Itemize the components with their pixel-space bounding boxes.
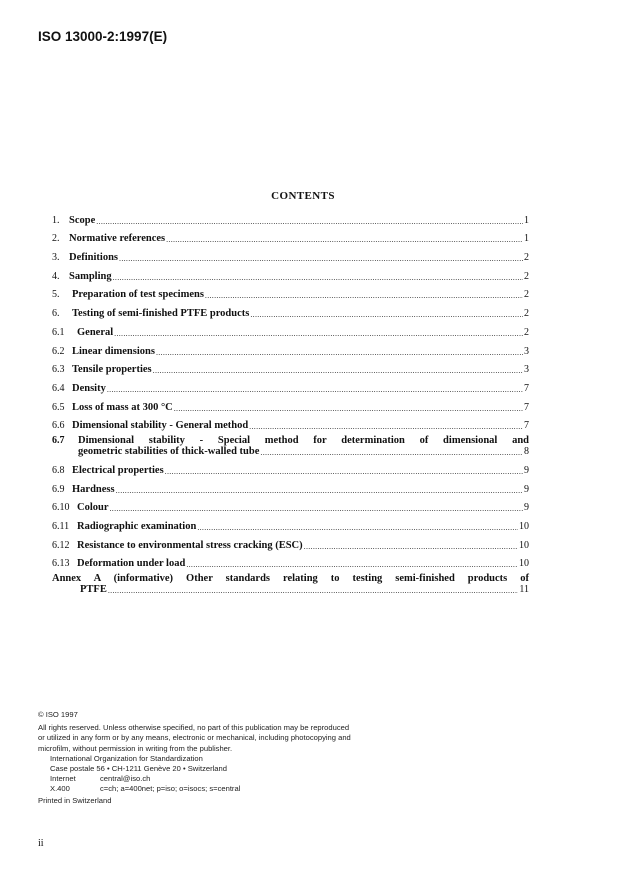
internet-label: Internet <box>50 774 76 784</box>
toc-entry-page: 9 <box>524 483 529 495</box>
toc-entry-label: Density <box>72 382 106 394</box>
dot-leader <box>250 310 523 319</box>
toc-entry-density[interactable] <box>52 375 529 394</box>
dot-leader <box>114 329 523 338</box>
toc-entry-number: 6.3 <box>52 364 65 376</box>
toc-entry-page: 2 <box>524 270 529 282</box>
toc-entry-number: 5. <box>52 289 60 301</box>
dot-leader <box>110 504 524 513</box>
toc-entry-page: 10 <box>519 539 529 551</box>
toc-entry-page: 3 <box>524 364 529 376</box>
toc-entry-label: Colour <box>77 502 109 514</box>
dot-leader <box>174 404 523 413</box>
toc-entry-dimensional-stability-special[interactable] <box>52 431 529 457</box>
toc-entry-page: 9 <box>524 502 529 514</box>
toc-entry-label: Linear dimensions <box>72 345 155 357</box>
document-id: ISO 13000-2:1997(E) <box>38 29 168 44</box>
toc-entry-number: 6.6 <box>52 420 65 432</box>
dot-leader <box>119 254 523 263</box>
page-number: ii <box>38 838 44 849</box>
toc-entry-number: 6.10 <box>52 502 70 514</box>
toc-entry-sampling[interactable] <box>52 263 529 282</box>
toc-entry-loss-of-mass[interactable] <box>52 394 529 413</box>
x400-contact <box>38 784 398 794</box>
dot-leader <box>107 385 523 394</box>
toc-entry-preparation-of-test-specimens[interactable] <box>52 282 529 301</box>
dot-leader <box>186 560 518 569</box>
toc-entry-number: 6.5 <box>52 401 65 413</box>
toc-entry-page: 1 <box>524 233 529 245</box>
toc-entry-page: 8 <box>524 446 529 458</box>
dot-leader <box>165 467 523 476</box>
toc-entry-number: 6.11 <box>52 521 70 532</box>
printed-in: Printed in Switzerland <box>38 795 112 805</box>
toc-entry-page: 2 <box>524 308 529 320</box>
toc-entry-label: General <box>77 326 114 338</box>
toc-entry-page: 3 <box>524 345 529 357</box>
toc-entry-dimensional-stability-general[interactable] <box>52 413 529 432</box>
toc-entry-annex-a[interactable] <box>52 569 529 595</box>
toc-entry-page: 10 <box>519 558 529 570</box>
toc-entry-label-line1: Dimensional stability - Special method for determination of dimensional and <box>78 435 529 447</box>
toc-entry-label: Normative references <box>69 233 166 245</box>
toc-entry-label: Sampling <box>69 270 112 282</box>
toc-entry-number: 6.9 <box>52 483 65 495</box>
dot-leader <box>153 366 523 375</box>
dot-leader <box>260 448 523 457</box>
toc-entry-label: Dimensional stability - General method <box>72 420 249 432</box>
toc-entry-label: Scope <box>69 214 96 226</box>
toc-entry-label-line2: PTFE <box>80 584 107 596</box>
toc-entry-number: 6. <box>52 308 60 320</box>
table-of-contents <box>52 207 529 595</box>
internet-value[interactable]: central@iso.ch <box>100 774 151 784</box>
toc-entry-page: 7 <box>524 401 529 413</box>
toc-entry-page: 1 <box>524 214 529 226</box>
x400-value: c=ch; a=400net; p=iso; o=isocs; s=central <box>100 784 241 794</box>
toc-entry-scope[interactable] <box>52 207 529 226</box>
toc-entry-testing-semi-finished-ptfe[interactable] <box>52 300 529 319</box>
toc-entry-deformation-under-load[interactable] <box>52 551 529 570</box>
toc-entry-number: 6.4 <box>52 382 65 394</box>
toc-entry-resistance-esc[interactable] <box>52 532 529 551</box>
dot-leader <box>156 348 523 357</box>
x400-label: X.400 <box>50 784 70 794</box>
copyright-notice <box>38 710 398 806</box>
toc-entry-hardness[interactable] <box>52 476 529 495</box>
dot-leader <box>205 291 523 300</box>
toc-entry-linear-dimensions[interactable] <box>52 338 529 357</box>
toc-entry-label: Loss of mass at 300 °C <box>72 401 173 413</box>
toc-entry-page: 9 <box>524 464 529 476</box>
dot-leader <box>166 235 523 244</box>
toc-entry-page: 2 <box>524 289 529 301</box>
dot-leader <box>116 486 523 495</box>
contents-title: CONTENTS <box>271 190 335 202</box>
toc-entry-page: 2 <box>524 252 529 264</box>
toc-entry-number: 6.2 <box>52 345 65 357</box>
dot-leader <box>249 422 523 431</box>
toc-entry-colour[interactable] <box>52 495 529 514</box>
toc-entry-number: 3. <box>52 252 60 264</box>
toc-entry-label: Tensile properties <box>72 364 152 376</box>
toc-entry-number: 6.13 <box>52 558 70 570</box>
toc-entry-radiographic-examination[interactable] <box>52 513 529 532</box>
toc-entry-label: Preparation of test specimens <box>72 289 204 301</box>
toc-entry-page: 7 <box>524 420 529 432</box>
internet-contact <box>38 774 398 784</box>
toc-entry-label: Definitions <box>69 252 119 264</box>
dot-leader <box>96 217 523 226</box>
toc-entry-label: Deformation under load <box>77 558 186 570</box>
toc-entry-page: 10 <box>519 521 529 532</box>
toc-entry-number: 6.8 <box>52 464 65 476</box>
rights-text-line: or utilized in any form or by any means, electronic or mechanical, including photocopying and <box>38 733 351 743</box>
dot-leader <box>197 523 518 532</box>
toc-entry-label: Electrical properties <box>72 464 164 476</box>
toc-entry-general[interactable] <box>52 319 529 338</box>
toc-entry-number: 2. <box>52 233 60 245</box>
toc-entry-number: 6.7 <box>52 435 65 447</box>
dot-leader <box>304 542 518 551</box>
toc-entry-page: 2 <box>524 326 529 338</box>
toc-entry-label-line2: geometric stabilities of thick-walled tube <box>78 446 260 458</box>
toc-entry-label: Resistance to environmental stress cracking (ESC) <box>77 539 303 551</box>
toc-entry-electrical-properties[interactable] <box>52 457 529 476</box>
dot-leader <box>108 586 519 595</box>
postal-address: Case postale 56 • CH-1211 Genève 20 • Switzerland <box>50 764 227 774</box>
toc-entry-number: 6.12 <box>52 539 70 551</box>
toc-entry-number: 6.1 <box>52 326 65 338</box>
copyright-line: © ISO 1997 <box>38 710 78 719</box>
toc-entry-definitions[interactable] <box>52 244 529 263</box>
dot-leader <box>113 273 523 282</box>
toc-entry-label: Hardness <box>72 483 115 495</box>
rights-text-line: All rights reserved. Unless otherwise specified, no part of this publication may be reproduced <box>38 723 350 733</box>
organization-name: International Organization for Standardization <box>50 753 203 763</box>
toc-entry-label-line1: Annex A (informative) Other standards relating to testing semi-finished products of <box>52 573 529 585</box>
toc-entry-page: 7 <box>524 382 529 394</box>
toc-entry-label: Radiographic examination <box>77 521 197 532</box>
toc-entry-normative-references[interactable] <box>52 226 529 245</box>
toc-entry-label: Testing of semi-finished PTFE products <box>72 308 250 320</box>
toc-entry-tensile-properties[interactable] <box>52 357 529 376</box>
toc-entry-number: 4. <box>52 270 60 282</box>
toc-entry-number: 1. <box>52 214 60 226</box>
rights-text-line: microfilm, without permission in writing from the publisher. <box>38 743 233 753</box>
toc-entry-page: 11 <box>519 584 529 596</box>
